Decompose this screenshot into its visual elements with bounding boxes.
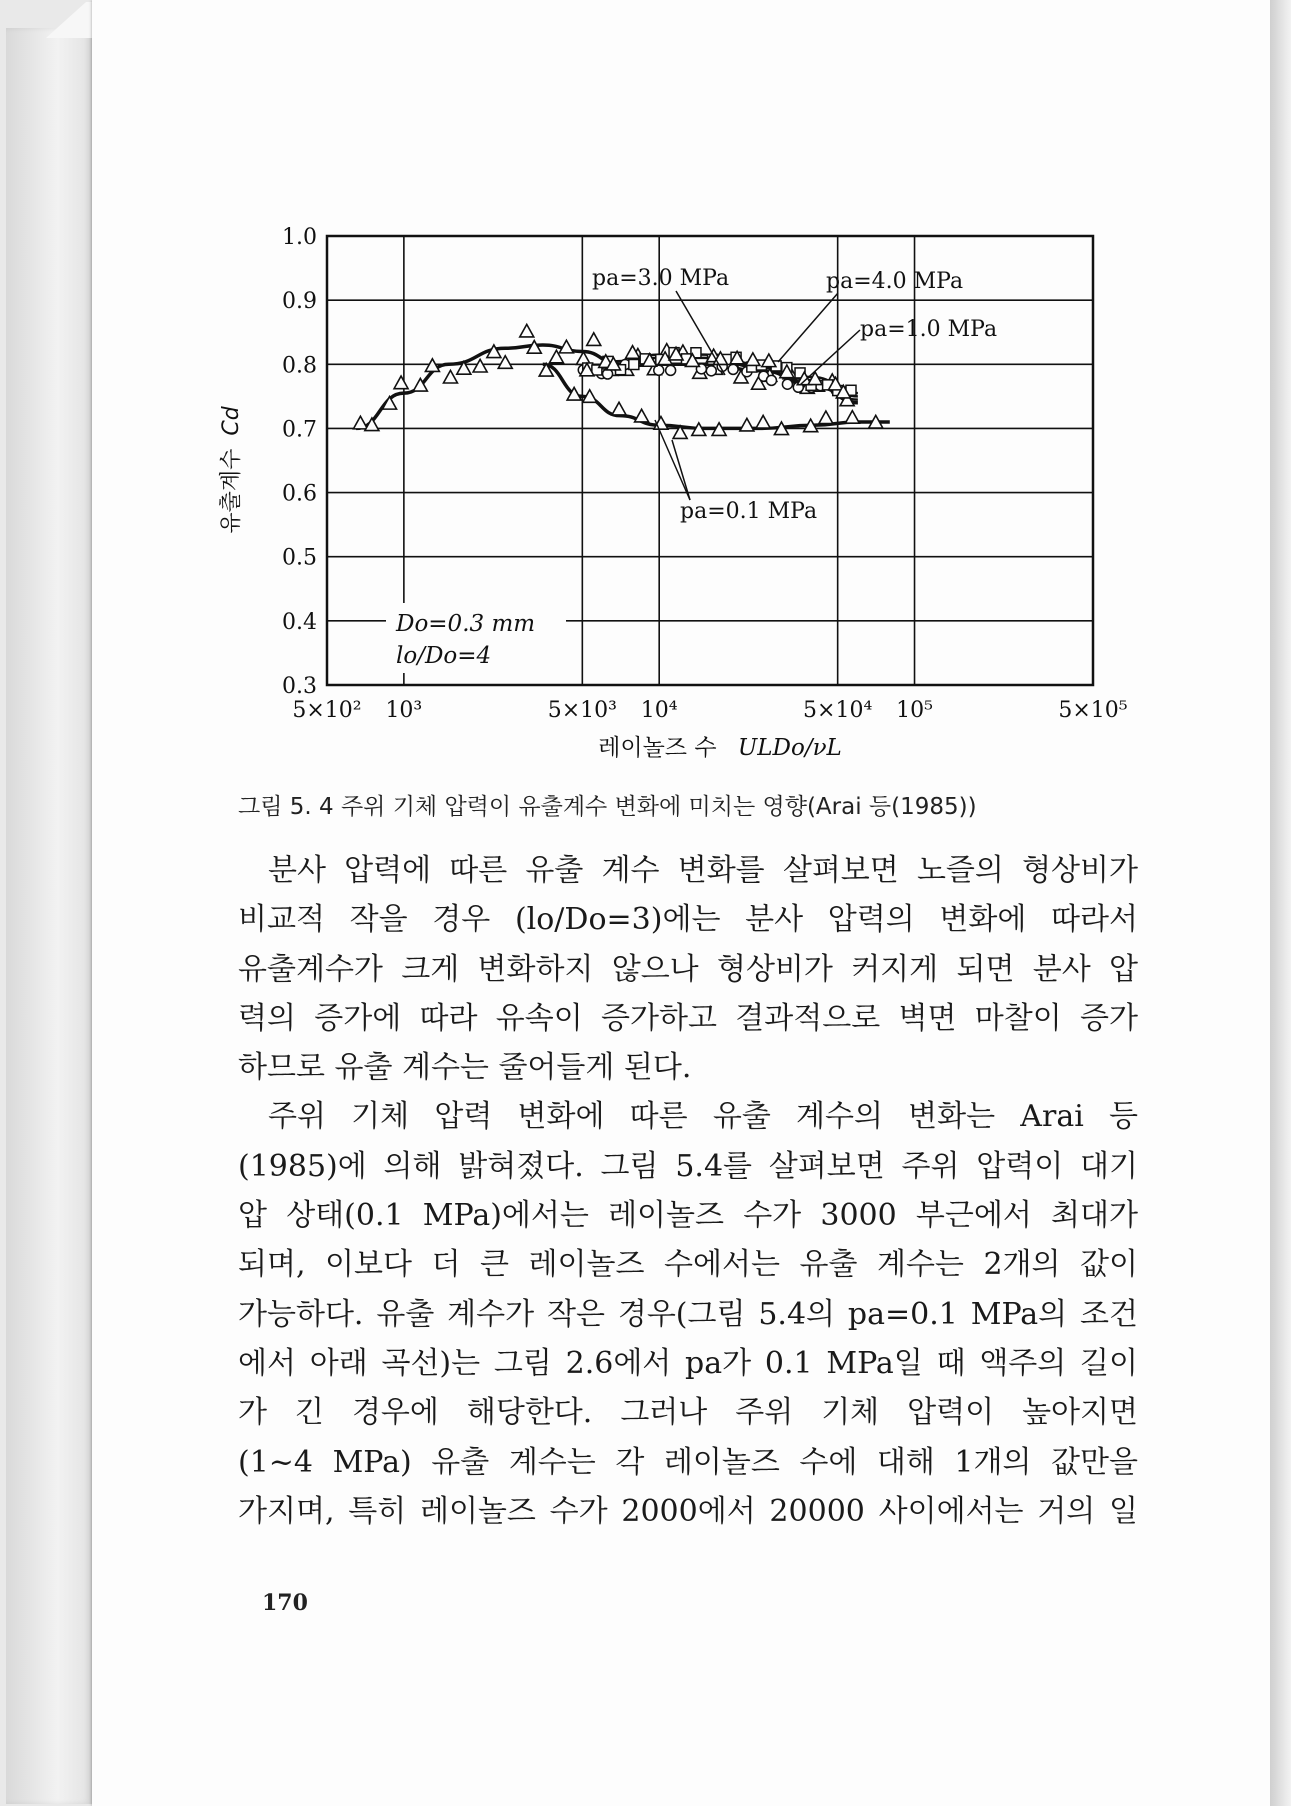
body-line: 하므로 유출 계수는 줄어들게 된다.	[238, 1050, 692, 1086]
data-point	[612, 402, 626, 415]
body-line: 주위 기체 압력 변화에 따른 유출 계수의 변화는 Arai 등	[268, 1099, 1138, 1135]
data-point	[394, 376, 408, 389]
label-pa-3-0: pa=3.0 MPa	[592, 266, 730, 291]
page-number: 170	[262, 1590, 308, 1616]
x-tick-label: 5×10³	[547, 698, 617, 723]
data-point	[473, 359, 487, 372]
y-axis-label: 유출계수 Cd	[219, 406, 244, 534]
x-tick-label: 5×10⁴	[803, 698, 873, 723]
body-line: (1~4 MPa) 유출 계수는 각 레이놀즈 수에 대해 1개의 값만을	[238, 1444, 1138, 1480]
data-point	[782, 379, 792, 389]
label-leaders	[655, 291, 860, 500]
body-line: 분사 압력에 따른 유출 계수 변화를 살펴보면 노즐의 형상비가	[268, 853, 1138, 888]
body-line: 가 긴 경우에 해당한다. 그러나 주위 기체 압력이 높아지면	[238, 1395, 1138, 1431]
body-line: 유출계수가 크게 변화하지 않으나 형상비가 커지게 되면 분사 압	[238, 951, 1138, 987]
x-axis-label: 레이놀즈 수 ULDo/νL	[598, 735, 842, 761]
data-point	[728, 364, 738, 374]
data-point	[587, 333, 601, 346]
body-line: (1985)에 의해 밝혀졌다. 그림 5.4를 살펴보면 주위 압력이 대기	[238, 1148, 1138, 1184]
data-point	[746, 353, 760, 366]
body-line: 압 상태(0.1 MPa)에서는 레이놀즈 수가 3000 부근에서 최대가	[238, 1198, 1138, 1234]
chart-svg	[0, 0, 1291, 800]
data-point	[819, 411, 833, 424]
data-point	[629, 359, 639, 369]
data-point	[635, 409, 649, 422]
x-tick-label: 5×10²	[292, 698, 362, 723]
body-line: 가능하다. 유출 계수가 작은 경우(그림 5.4의 pa=0.1 MPa의 조건	[238, 1296, 1138, 1332]
data-point	[520, 324, 534, 337]
figure-5-4	[0, 0, 1291, 800]
x-tick-label: 10⁵	[896, 698, 933, 723]
body-line: 력의 증가에 따라 유속이 증가하고 결과적으로 벽면 마찰이 증가	[238, 1000, 1138, 1036]
data-point	[666, 365, 676, 375]
data-point	[756, 415, 770, 428]
figure-caption: 그림 5. 4 주위 기체 압력이 유출계수 변화에 미치는 영향(Arai 등(1985))	[238, 794, 977, 820]
y-tick-label: 0.5	[282, 545, 317, 571]
condition-ratio: lo/Do=4	[396, 643, 492, 669]
data-point	[443, 370, 457, 383]
y-tick-label: 0.6	[282, 481, 317, 507]
data-point	[353, 416, 367, 429]
body-line: 비교적 작을 경우 (lo/Do=3)에는 분사 압력의 변화에 따라서	[238, 902, 1138, 938]
body-line: 에서 아래 곡선)는 그림 2.6에서 pa가 0.1 MPa일 때 액주의 길이	[238, 1345, 1138, 1381]
leader-pa-4-0	[778, 293, 838, 362]
y-tick-label: 0.3	[282, 674, 317, 699]
label-pa-1-0: pa=1.0 MPa	[860, 317, 998, 342]
body-line: 가지며, 특히 레이놀즈 수가 2000에서 20000 사이에서는 거의 일	[238, 1493, 1138, 1529]
data-point	[740, 418, 754, 431]
x-tick-label: 10³	[385, 698, 423, 723]
y-tick-label: 0.7	[282, 417, 317, 443]
data-point	[845, 411, 859, 424]
y-tick-label: 0.9	[282, 289, 317, 315]
data-point	[766, 375, 776, 385]
x-tick-label: 10⁴	[640, 698, 678, 723]
y-tick-label: 1.0	[282, 225, 317, 250]
y-tick-label: 0.4	[282, 609, 317, 635]
data-point	[425, 359, 439, 372]
label-pa-4-0: pa=4.0 MPa	[826, 269, 964, 294]
condition-do: Do=0.3 mm	[396, 611, 536, 637]
body-line: 되며, 이보다 더 큰 레이놀즈 수에서는 유출 계수는 2개의 값이	[238, 1247, 1138, 1283]
x-tick-label: 5×10⁵	[1058, 698, 1128, 723]
y-tick-label: 0.8	[282, 353, 317, 379]
data-point	[706, 366, 716, 376]
body-text	[238, 846, 1138, 1536]
label-pa-0-1: pa=0.1 MPa	[680, 499, 818, 524]
leader-pa-0-1-b	[655, 420, 690, 500]
leader-pa-0-1-a	[672, 440, 690, 500]
